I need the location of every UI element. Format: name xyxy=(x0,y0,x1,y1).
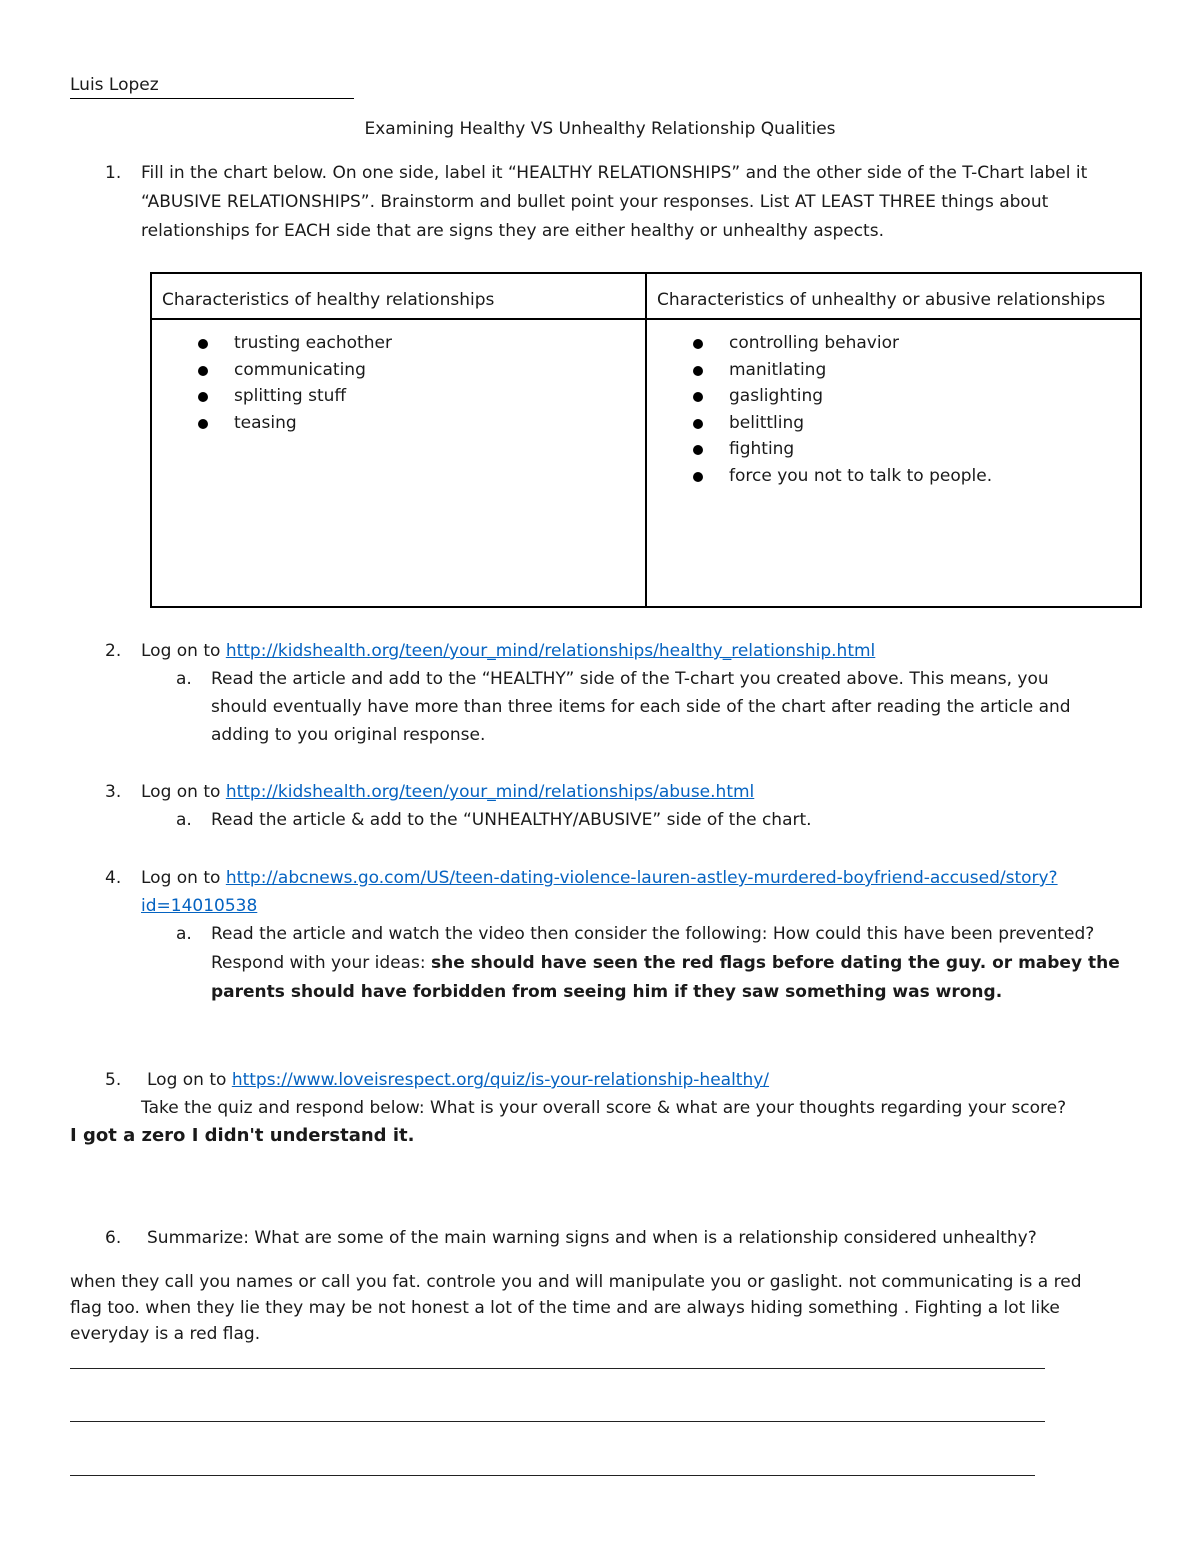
list-item: teasing xyxy=(198,410,645,437)
q2-sub-letter: a. xyxy=(176,669,192,689)
q4-line-2 xyxy=(141,892,1141,920)
q3-prefix: Log on to xyxy=(141,782,226,802)
q4-prompt: Respond with your ideas: xyxy=(211,953,432,973)
unhealthy-list xyxy=(647,330,1140,489)
q5-prompt: Take the quiz and respond below: What is your overall score & what are your thoughts regarding your score? xyxy=(141,1098,1067,1118)
q2-sub-line-3: adding to you original response. xyxy=(211,725,486,745)
answer-line xyxy=(70,1475,1035,1476)
list-item: trusting eachother xyxy=(198,330,645,357)
q4-prefix: Log on to xyxy=(141,868,226,888)
student-name: Luis Lopez xyxy=(70,72,354,99)
q5-number: 5. xyxy=(105,1070,122,1090)
q3-sub-letter: a. xyxy=(176,810,192,830)
q3-number: 3. xyxy=(105,782,122,802)
q4-link[interactable]: http://abcnews.go.com/US/teen-dating-violence-lauren-astley-murdered-boyfriend-accused/story? xyxy=(225,868,1058,888)
answer-line xyxy=(70,1421,1045,1422)
q6-answer-1: when they call you names or call you fat. controle you and will manipulate you or gaslight. not communicating is a red xyxy=(70,1272,1082,1292)
q5-link[interactable]: https://www.loveisrespect.org/quiz/is-your-relationship-healthy/ xyxy=(231,1070,770,1090)
q5-answer: I got a zero I didn't understand it. xyxy=(70,1125,415,1146)
list-item: splitting stuff xyxy=(198,383,645,410)
q6-answer-2: flag too. when they lie they may be not honest a lot of the time and are always hiding something . Fighting a lot like xyxy=(70,1298,1060,1318)
page-title: Examining Healthy VS Unhealthy Relationship Qualities xyxy=(364,119,836,139)
answer-line xyxy=(70,1368,1045,1369)
q5-prefix: Log on to xyxy=(147,1070,232,1090)
q1-line-3: relationships for EACH side that are signs they are either healthy or unhealthy aspects. xyxy=(141,221,884,241)
q5-line xyxy=(147,1066,1147,1094)
q1-number: 1. xyxy=(105,163,122,183)
q4-sub-line-1: Read the article and watch the video then consider the following: How could this have been prevented? xyxy=(211,924,1095,944)
q4-answer-1: she should have seen the red flags before dating the guy. or mabey the xyxy=(431,953,1120,973)
q3-line xyxy=(141,778,1141,806)
healthy-column xyxy=(151,319,646,607)
q2-sub-line-2: should eventually have more than three items for each side of the chart after reading the article and xyxy=(211,697,1071,717)
q3-sub-line-1: Read the article & add to the “UNHEALTHY/ABUSIVE” side of the chart. xyxy=(211,810,812,830)
q4-sub-line-2 xyxy=(211,949,1131,977)
list-item: gaslighting xyxy=(693,383,1140,410)
healthy-header: Characteristics of healthy relationships xyxy=(151,273,646,319)
q2-prefix: Log on to xyxy=(141,641,226,661)
list-item: belittling xyxy=(693,410,1140,437)
list-item: fighting xyxy=(693,436,1140,463)
q1-line-1: Fill in the chart below. On one side, label it “HEALTHY RELATIONSHIPS” and the other side of the T-Chart label it xyxy=(141,163,1088,183)
q2-sub-line-1: Read the article and add to the “HEALTHY” side of the T-chart you created above. This means, you xyxy=(211,669,1049,689)
q4-number: 4. xyxy=(105,868,122,888)
q4-answer-2: parents should have forbidden from seeing him if they saw something was wrong. xyxy=(211,982,1003,1002)
t-chart xyxy=(150,272,1142,608)
list-item: manitlating xyxy=(693,357,1140,384)
q6-prompt: Summarize: What are some of the main warning signs and when is a relationship considered unhealthy? xyxy=(147,1228,1037,1248)
q6-answer-3: everyday is a red flag. xyxy=(70,1324,261,1344)
healthy-list xyxy=(152,330,645,436)
unhealthy-column xyxy=(646,319,1141,607)
list-item: force you not to talk to people. xyxy=(693,463,1140,490)
unhealthy-header: Characteristics of unhealthy or abusive relationships xyxy=(646,273,1141,319)
q6-number: 6. xyxy=(105,1228,122,1248)
q2-number: 2. xyxy=(105,641,122,661)
list-item: communicating xyxy=(198,357,645,384)
q2-link[interactable]: http://kidshealth.org/teen/your_mind/relationships/healthy_relationship.html xyxy=(225,641,876,661)
q4-link-continued[interactable]: id=14010538 xyxy=(141,896,258,916)
q2-line xyxy=(141,637,1141,665)
list-item: controlling behavior xyxy=(693,330,1140,357)
q1-line-2: “ABUSIVE RELATIONSHIPS”. Brainstorm and bullet point your responses. List AT LEAST THREE things about xyxy=(141,192,1049,212)
q4-line xyxy=(141,864,1141,892)
q3-link[interactable]: http://kidshealth.org/teen/your_mind/relationships/abuse.html xyxy=(225,782,755,802)
q4-sub-letter: a. xyxy=(176,924,192,944)
